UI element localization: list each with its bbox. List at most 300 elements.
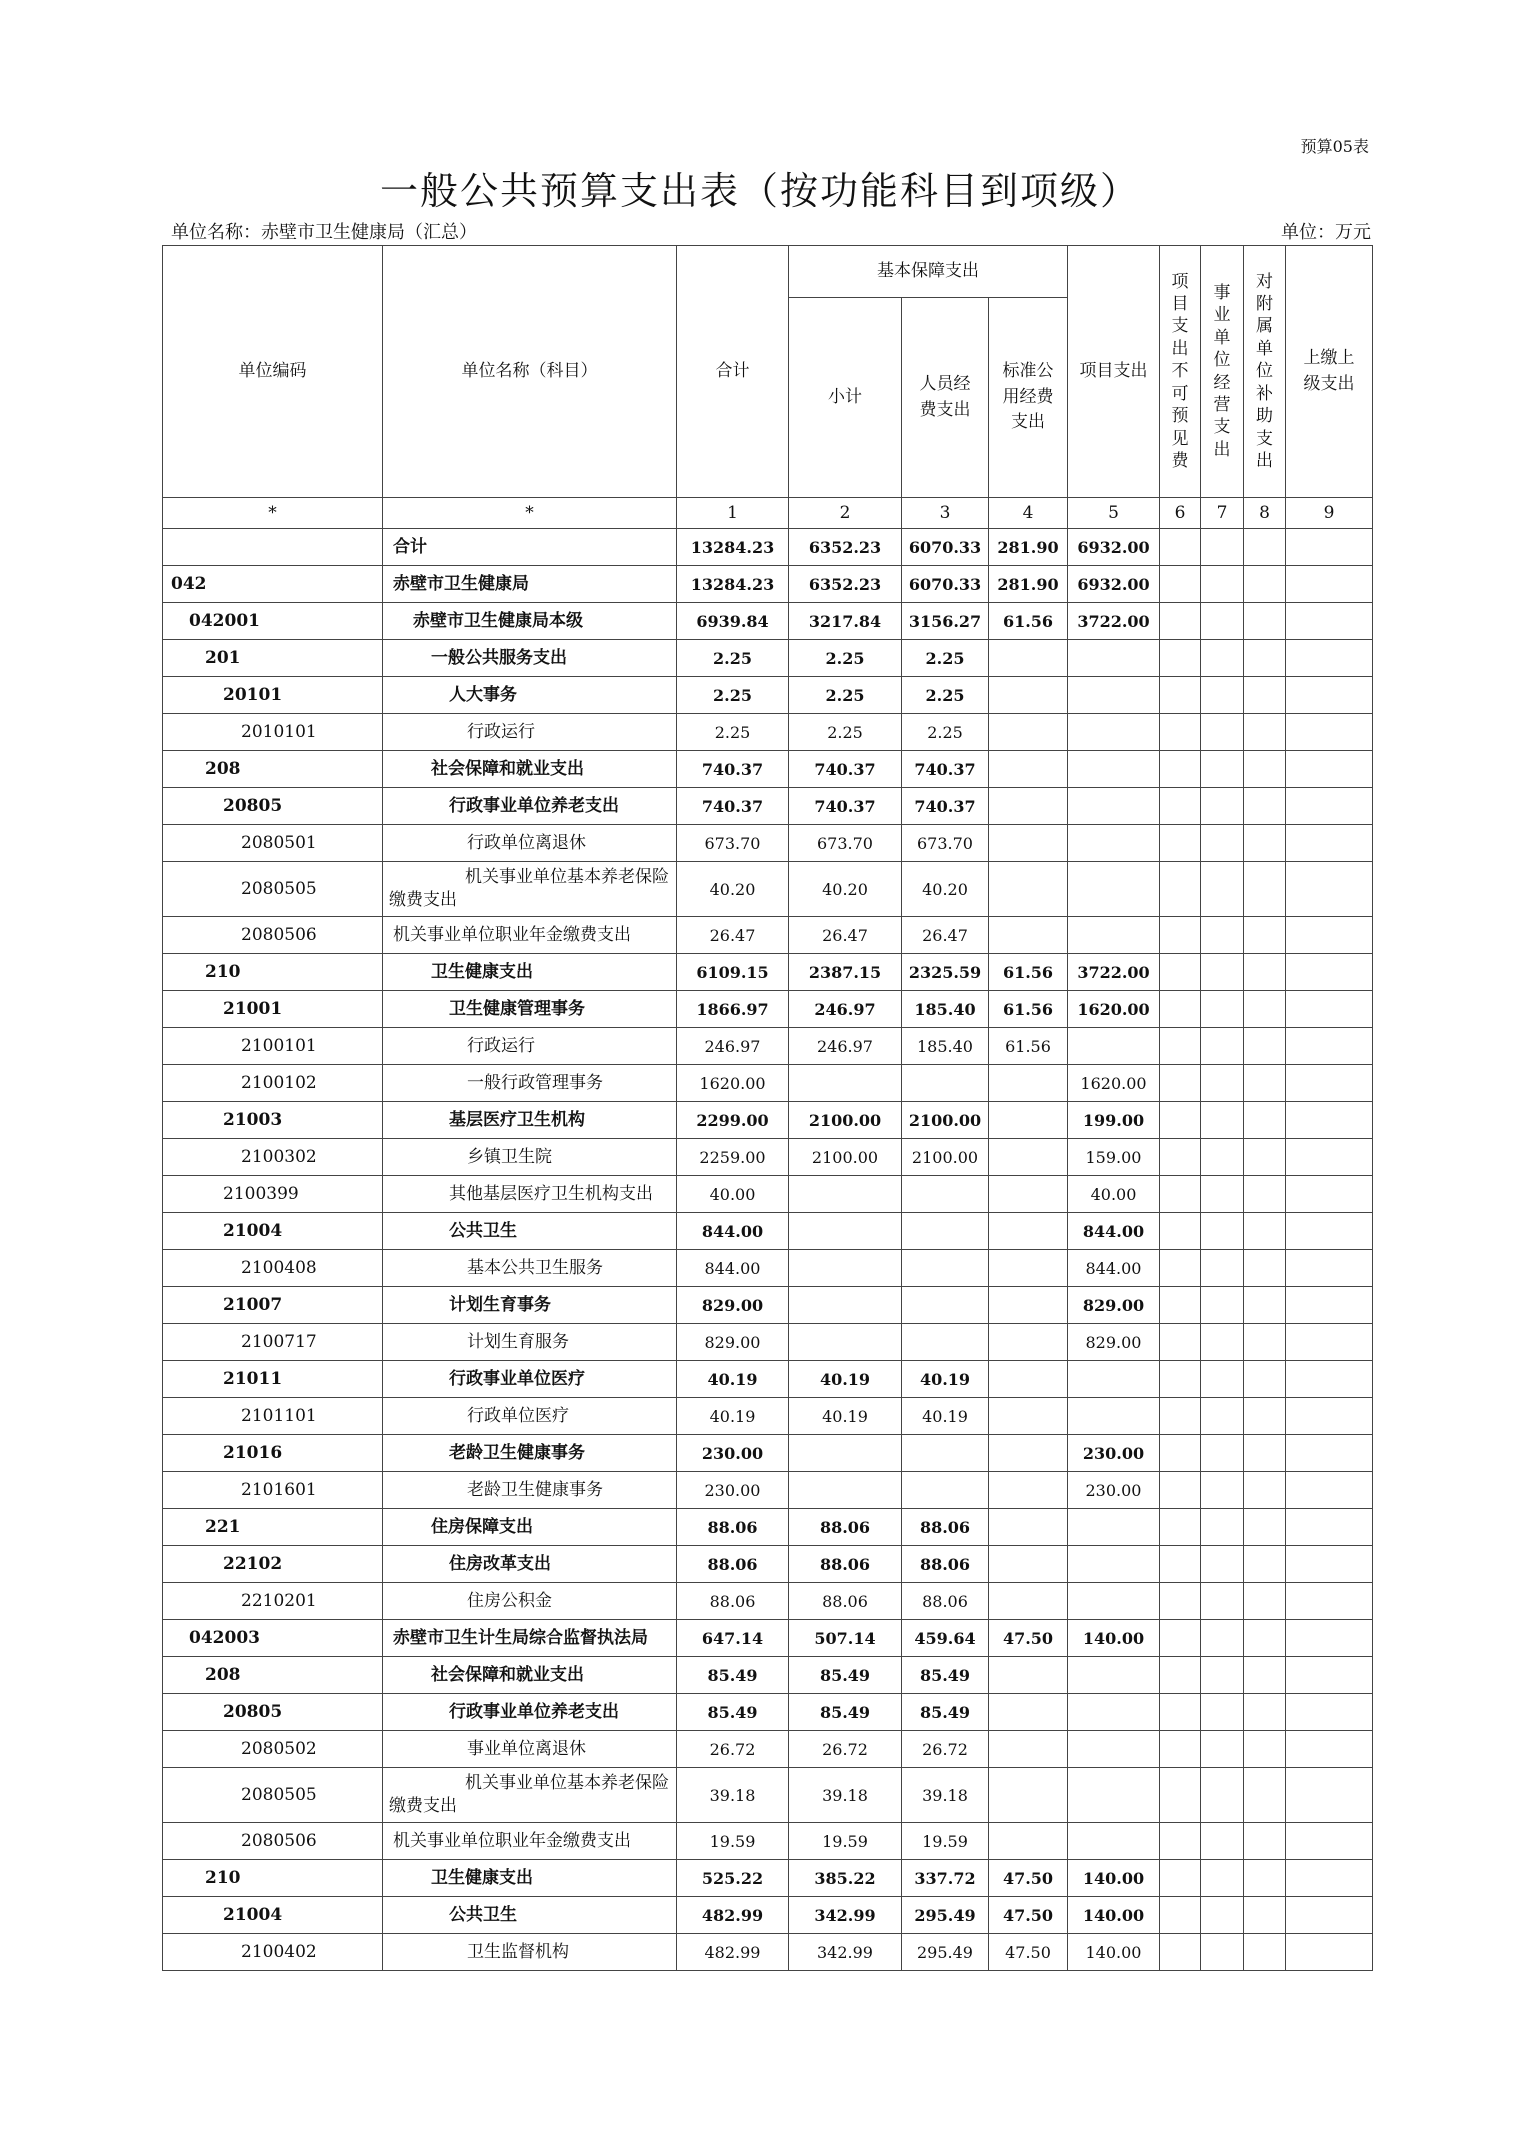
cell-empty (1286, 529, 1373, 566)
cell-empty (1160, 1435, 1201, 1472)
index-cell: 7 (1201, 498, 1244, 529)
cell-personnel: 40.19 (902, 1398, 989, 1435)
table-row (163, 1139, 1373, 1176)
cell-personnel: 88.06 (902, 1546, 989, 1583)
cell-empty (1286, 1139, 1373, 1176)
cell-total: 230.00 (677, 1435, 789, 1472)
cell-empty (1244, 1028, 1286, 1065)
cell-name: 行政单位离退休 (383, 825, 677, 862)
table-row (163, 1546, 1373, 1583)
cell-personnel: 337.72 (902, 1860, 989, 1897)
table-row (163, 1287, 1373, 1324)
cell-empty (1244, 1176, 1286, 1213)
cell-empty (1201, 1398, 1244, 1435)
cell-subtotal: 85.49 (789, 1694, 902, 1731)
col-header-total: 合计 (677, 246, 789, 498)
cell-total: 2.25 (677, 677, 789, 714)
cell-personnel (902, 1250, 989, 1287)
cell-total: 40.00 (677, 1176, 789, 1213)
table-row (163, 603, 1373, 640)
cell-empty (1244, 788, 1286, 825)
cell-empty (1160, 1823, 1201, 1860)
cell-empty (1201, 529, 1244, 566)
cell-empty (1244, 566, 1286, 603)
cell-personnel: 295.49 (902, 1897, 989, 1934)
cell-empty (1201, 1250, 1244, 1287)
cell-name: 机关事业单位基本养老保险缴费支出 (383, 1768, 677, 1823)
cell-project: 6932.00 (1068, 566, 1160, 603)
cell-empty (1244, 1102, 1286, 1139)
cell-personnel: 6070.33 (902, 566, 989, 603)
cell-project: 1620.00 (1068, 1065, 1160, 1102)
cell-project (1068, 1657, 1160, 1694)
cell-public: 61.56 (989, 1028, 1068, 1065)
cell-empty (1160, 1583, 1201, 1620)
cell-public (989, 1546, 1068, 1583)
cell-subtotal: 507.14 (789, 1620, 902, 1657)
unit-name-label: 单位名称：赤壁市卫生健康局（汇总） (171, 222, 477, 243)
cell-empty (1160, 1509, 1201, 1546)
index-cell: * (383, 498, 677, 529)
cell-empty (1244, 1897, 1286, 1934)
table-row (163, 954, 1373, 991)
cell-empty (1201, 1213, 1244, 1250)
cell-empty (1244, 714, 1286, 751)
currency-unit-label: 单位：万元 (1281, 222, 1371, 243)
cell-name: 行政事业单位养老支出 (383, 788, 677, 825)
cell-personnel: 26.72 (902, 1731, 989, 1768)
table-row (163, 1897, 1373, 1934)
col-header-subtotal: 小计 (789, 298, 902, 498)
cell-project: 6932.00 (1068, 529, 1160, 566)
cell-empty (1160, 917, 1201, 954)
cell-empty (1201, 917, 1244, 954)
cell-public (989, 1768, 1068, 1823)
cell-empty (1160, 954, 1201, 991)
table-row (163, 1731, 1373, 1768)
cell-personnel: 6070.33 (902, 529, 989, 566)
cell-total: 647.14 (677, 1620, 789, 1657)
cell-empty (1160, 1657, 1201, 1694)
cell-empty (1201, 603, 1244, 640)
cell-empty (1201, 1139, 1244, 1176)
cell-empty (1160, 1139, 1201, 1176)
cell-empty (1160, 1028, 1201, 1065)
cell-empty (1286, 1028, 1373, 1065)
table-row (163, 1324, 1373, 1361)
table-row (163, 1823, 1373, 1860)
cell-empty (1201, 1472, 1244, 1509)
cell-name: 其他基层医疗卫生机构支出 (383, 1176, 677, 1213)
cell-code: 2100302 (163, 1139, 383, 1176)
cell-code: 208 (163, 1657, 383, 1694)
cell-total: 6939.84 (677, 603, 789, 640)
cell-public (989, 1139, 1068, 1176)
cell-project (1068, 1768, 1160, 1823)
table-row (163, 1934, 1373, 1971)
form-number: 预算05表 (1300, 137, 1369, 156)
cell-name: 住房保障支出 (383, 1509, 677, 1546)
cell-name: 计划生育服务 (383, 1324, 677, 1361)
cell-empty (1201, 1176, 1244, 1213)
cell-public: 47.50 (989, 1897, 1068, 1934)
cell-empty (1160, 1065, 1201, 1102)
cell-empty (1160, 1731, 1201, 1768)
cell-empty (1160, 1860, 1201, 1897)
cell-empty (1286, 1768, 1373, 1823)
cell-empty (1201, 1620, 1244, 1657)
cell-empty (1286, 640, 1373, 677)
table-row (163, 917, 1373, 954)
cell-empty (1286, 566, 1373, 603)
cell-name: 赤壁市卫生健康局 (383, 566, 677, 603)
cell-code: 20101 (163, 677, 383, 714)
cell-subtotal: 385.22 (789, 1860, 902, 1897)
cell-empty (1201, 1731, 1244, 1768)
cell-personnel: 740.37 (902, 788, 989, 825)
cell-code: 201 (163, 640, 383, 677)
table-row (163, 1361, 1373, 1398)
cell-subtotal: 19.59 (789, 1823, 902, 1860)
cell-subtotal (789, 1472, 902, 1509)
cell-project: 140.00 (1068, 1897, 1160, 1934)
cell-total: 525.22 (677, 1860, 789, 1897)
budget-table (162, 245, 1373, 1971)
cell-total: 844.00 (677, 1250, 789, 1287)
cell-empty (1160, 1897, 1201, 1934)
cell-project (1068, 1361, 1160, 1398)
cell-empty (1160, 862, 1201, 917)
cell-code: 2100399 (163, 1176, 383, 1213)
cell-subtotal: 2100.00 (789, 1139, 902, 1176)
meta-line (171, 218, 1371, 244)
cell-name: 行政运行 (383, 714, 677, 751)
cell-empty (1286, 1250, 1373, 1287)
cell-name: 人大事务 (383, 677, 677, 714)
cell-public (989, 1694, 1068, 1731)
cell-project (1068, 788, 1160, 825)
cell-public (989, 1823, 1068, 1860)
cell-public (989, 1324, 1068, 1361)
cell-name: 机关事业单位职业年金缴费支出 (383, 1823, 677, 1860)
cell-name: 乡镇卫生院 (383, 1139, 677, 1176)
cell-project (1068, 1546, 1160, 1583)
col-header-basic: 基本保障支出 (789, 246, 1068, 298)
cell-public (989, 1287, 1068, 1324)
cell-empty (1244, 1768, 1286, 1823)
cell-total: 88.06 (677, 1583, 789, 1620)
cell-project (1068, 917, 1160, 954)
cell-name: 赤壁市卫生计生局综合监督执法局 (383, 1620, 677, 1657)
cell-project: 140.00 (1068, 1934, 1160, 1971)
cell-empty (1244, 1823, 1286, 1860)
cell-subtotal: 2100.00 (789, 1102, 902, 1139)
cell-empty (1286, 1509, 1373, 1546)
cell-project: 844.00 (1068, 1250, 1160, 1287)
cell-empty (1201, 1546, 1244, 1583)
cell-code: 2080506 (163, 917, 383, 954)
cell-public: 47.50 (989, 1934, 1068, 1971)
cell-empty (1286, 917, 1373, 954)
cell-public (989, 862, 1068, 917)
cell-subtotal (789, 1287, 902, 1324)
cell-personnel (902, 1176, 989, 1213)
cell-empty (1286, 1102, 1373, 1139)
cell-subtotal: 40.19 (789, 1398, 902, 1435)
table-row (163, 640, 1373, 677)
cell-code: 2101101 (163, 1398, 383, 1435)
cell-total: 85.49 (677, 1694, 789, 1731)
cell-subtotal: 246.97 (789, 1028, 902, 1065)
cell-empty (1201, 1065, 1244, 1102)
cell-empty (1201, 714, 1244, 751)
index-cell: 9 (1286, 498, 1373, 529)
cell-total: 230.00 (677, 1472, 789, 1509)
table-row (163, 677, 1373, 714)
cell-subtotal (789, 1065, 902, 1102)
cell-empty (1160, 1324, 1201, 1361)
cell-subtotal: 740.37 (789, 788, 902, 825)
cell-personnel: 673.70 (902, 825, 989, 862)
cell-code: 042003 (163, 1620, 383, 1657)
cell-subtotal: 2387.15 (789, 954, 902, 991)
table-row (163, 1176, 1373, 1213)
table-row (163, 1398, 1373, 1435)
index-cell: 3 (902, 498, 989, 529)
table-row (163, 1435, 1373, 1472)
index-cell: 2 (789, 498, 902, 529)
cell-project: 844.00 (1068, 1213, 1160, 1250)
index-cell: 6 (1160, 498, 1201, 529)
cell-empty (1286, 1694, 1373, 1731)
cell-code: 21016 (163, 1435, 383, 1472)
cell-empty (1286, 1731, 1373, 1768)
cell-empty (1244, 1860, 1286, 1897)
cell-empty (1160, 788, 1201, 825)
cell-empty (1160, 1361, 1201, 1398)
cell-code: 21007 (163, 1287, 383, 1324)
cell-name: 公共卫生 (383, 1213, 677, 1250)
cell-empty (1201, 1509, 1244, 1546)
cell-public (989, 640, 1068, 677)
cell-total: 740.37 (677, 751, 789, 788)
cell-empty (1286, 1546, 1373, 1583)
table-row (163, 825, 1373, 862)
table-row (163, 1583, 1373, 1620)
cell-empty (1201, 1435, 1244, 1472)
cell-public: 61.56 (989, 603, 1068, 640)
cell-subtotal (789, 1213, 902, 1250)
cell-subtotal: 88.06 (789, 1546, 902, 1583)
cell-name: 老龄卫生健康事务 (383, 1435, 677, 1472)
cell-total: 2299.00 (677, 1102, 789, 1139)
cell-public (989, 1250, 1068, 1287)
cell-empty (1244, 1361, 1286, 1398)
cell-public (989, 1398, 1068, 1435)
cell-empty (1160, 991, 1201, 1028)
cell-empty (1160, 1934, 1201, 1971)
cell-empty (1286, 677, 1373, 714)
cell-personnel: 185.40 (902, 1028, 989, 1065)
cell-project: 230.00 (1068, 1472, 1160, 1509)
cell-name: 赤壁市卫生健康局本级 (383, 603, 677, 640)
cell-name: 卫生健康支出 (383, 954, 677, 991)
cell-project: 159.00 (1068, 1139, 1160, 1176)
cell-public: 61.56 (989, 954, 1068, 991)
cell-code: 21011 (163, 1361, 383, 1398)
cell-personnel: 85.49 (902, 1694, 989, 1731)
cell-personnel: 185.40 (902, 991, 989, 1028)
cell-code: 210 (163, 1860, 383, 1897)
cell-code: 042001 (163, 603, 383, 640)
table-row (163, 1213, 1373, 1250)
cell-empty (1160, 1398, 1201, 1435)
cell-empty (1160, 1768, 1201, 1823)
cell-empty (1286, 1620, 1373, 1657)
cell-public (989, 1213, 1068, 1250)
cell-name: 卫生监督机构 (383, 1934, 677, 1971)
cell-project (1068, 714, 1160, 751)
table-row (163, 1472, 1373, 1509)
cell-code: 2010101 (163, 714, 383, 751)
cell-project (1068, 1398, 1160, 1435)
cell-empty (1201, 1583, 1244, 1620)
cell-empty (1244, 1287, 1286, 1324)
cell-name: 住房公积金 (383, 1583, 677, 1620)
cell-public (989, 825, 1068, 862)
cell-empty (1160, 640, 1201, 677)
cell-subtotal: 342.99 (789, 1897, 902, 1934)
cell-empty (1244, 862, 1286, 917)
cell-empty (1286, 714, 1373, 751)
cell-empty (1201, 1361, 1244, 1398)
cell-subtotal: 39.18 (789, 1768, 902, 1823)
table-row (163, 1250, 1373, 1287)
cell-personnel (902, 1213, 989, 1250)
cell-empty (1244, 1583, 1286, 1620)
table-row (163, 1028, 1373, 1065)
cell-total: 40.20 (677, 862, 789, 917)
cell-empty (1244, 1398, 1286, 1435)
cell-subtotal: 26.47 (789, 917, 902, 954)
index-cell: 8 (1244, 498, 1286, 529)
index-cell: 1 (677, 498, 789, 529)
cell-subtotal: 6352.23 (789, 529, 902, 566)
table-row (163, 751, 1373, 788)
table-row (163, 714, 1373, 751)
cell-subtotal: 2.25 (789, 640, 902, 677)
col-header-code: 单位编码 (163, 246, 383, 498)
cell-name: 行政事业单位养老支出 (383, 1694, 677, 1731)
cell-project (1068, 751, 1160, 788)
cell-public (989, 1361, 1068, 1398)
cell-code: 20805 (163, 788, 383, 825)
cell-empty (1160, 1250, 1201, 1287)
cell-name: 行政单位医疗 (383, 1398, 677, 1435)
cell-personnel: 740.37 (902, 751, 989, 788)
cell-empty (1286, 1823, 1373, 1860)
col-header-public: 标准公 用经费 支出 (989, 298, 1068, 498)
index-cell: 4 (989, 498, 1068, 529)
cell-personnel: 2100.00 (902, 1102, 989, 1139)
cell-empty (1286, 1860, 1373, 1897)
cell-empty (1160, 603, 1201, 640)
cell-project: 829.00 (1068, 1287, 1160, 1324)
col-header-name: 单位名称（科目） (383, 246, 677, 498)
cell-total: 2.25 (677, 714, 789, 751)
cell-public (989, 1731, 1068, 1768)
cell-name: 合计 (383, 529, 677, 566)
cell-empty (1286, 1176, 1373, 1213)
cell-total: 40.19 (677, 1361, 789, 1398)
cell-code: 2080505 (163, 1768, 383, 1823)
col-header-subsidy: 对 附 属 单 位 补 助 支 出 (1244, 246, 1286, 498)
cell-name: 机关事业单位职业年金缴费支出 (383, 917, 677, 954)
table-row (163, 566, 1373, 603)
cell-empty (1201, 1860, 1244, 1897)
cell-subtotal (789, 1435, 902, 1472)
cell-code (163, 529, 383, 566)
cell-personnel: 88.06 (902, 1583, 989, 1620)
table-row (163, 991, 1373, 1028)
cell-empty (1160, 566, 1201, 603)
cell-empty (1286, 1583, 1373, 1620)
cell-empty (1286, 751, 1373, 788)
cell-name: 一般公共服务支出 (383, 640, 677, 677)
cell-empty (1286, 1065, 1373, 1102)
cell-personnel: 2325.59 (902, 954, 989, 991)
cell-empty (1286, 1934, 1373, 1971)
cell-empty (1286, 862, 1373, 917)
cell-empty (1160, 677, 1201, 714)
cell-personnel: 3156.27 (902, 603, 989, 640)
cell-name: 计划生育事务 (383, 1287, 677, 1324)
cell-empty (1201, 1102, 1244, 1139)
cell-total: 829.00 (677, 1324, 789, 1361)
cell-public (989, 1472, 1068, 1509)
cell-empty (1286, 991, 1373, 1028)
cell-code: 2080506 (163, 1823, 383, 1860)
cell-code: 2080501 (163, 825, 383, 862)
cell-empty (1201, 991, 1244, 1028)
cell-total: 829.00 (677, 1287, 789, 1324)
index-cell: * (163, 498, 383, 529)
cell-empty (1286, 825, 1373, 862)
cell-total: 246.97 (677, 1028, 789, 1065)
cell-total: 26.47 (677, 917, 789, 954)
cell-subtotal: 2.25 (789, 714, 902, 751)
cell-empty (1244, 1620, 1286, 1657)
cell-subtotal: 246.97 (789, 991, 902, 1028)
cell-project: 3722.00 (1068, 603, 1160, 640)
cell-empty (1244, 677, 1286, 714)
cell-empty (1201, 1934, 1244, 1971)
cell-empty (1160, 714, 1201, 751)
cell-total: 2259.00 (677, 1139, 789, 1176)
cell-code: 21003 (163, 1102, 383, 1139)
cell-name: 事业单位离退休 (383, 1731, 677, 1768)
cell-empty (1160, 1620, 1201, 1657)
cell-total: 39.18 (677, 1768, 789, 1823)
cell-total: 1620.00 (677, 1065, 789, 1102)
cell-code: 22102 (163, 1546, 383, 1583)
cell-empty (1201, 1324, 1244, 1361)
cell-empty (1244, 1472, 1286, 1509)
table-row (163, 529, 1373, 566)
cell-code: 208 (163, 751, 383, 788)
cell-empty (1244, 603, 1286, 640)
cell-project (1068, 1694, 1160, 1731)
